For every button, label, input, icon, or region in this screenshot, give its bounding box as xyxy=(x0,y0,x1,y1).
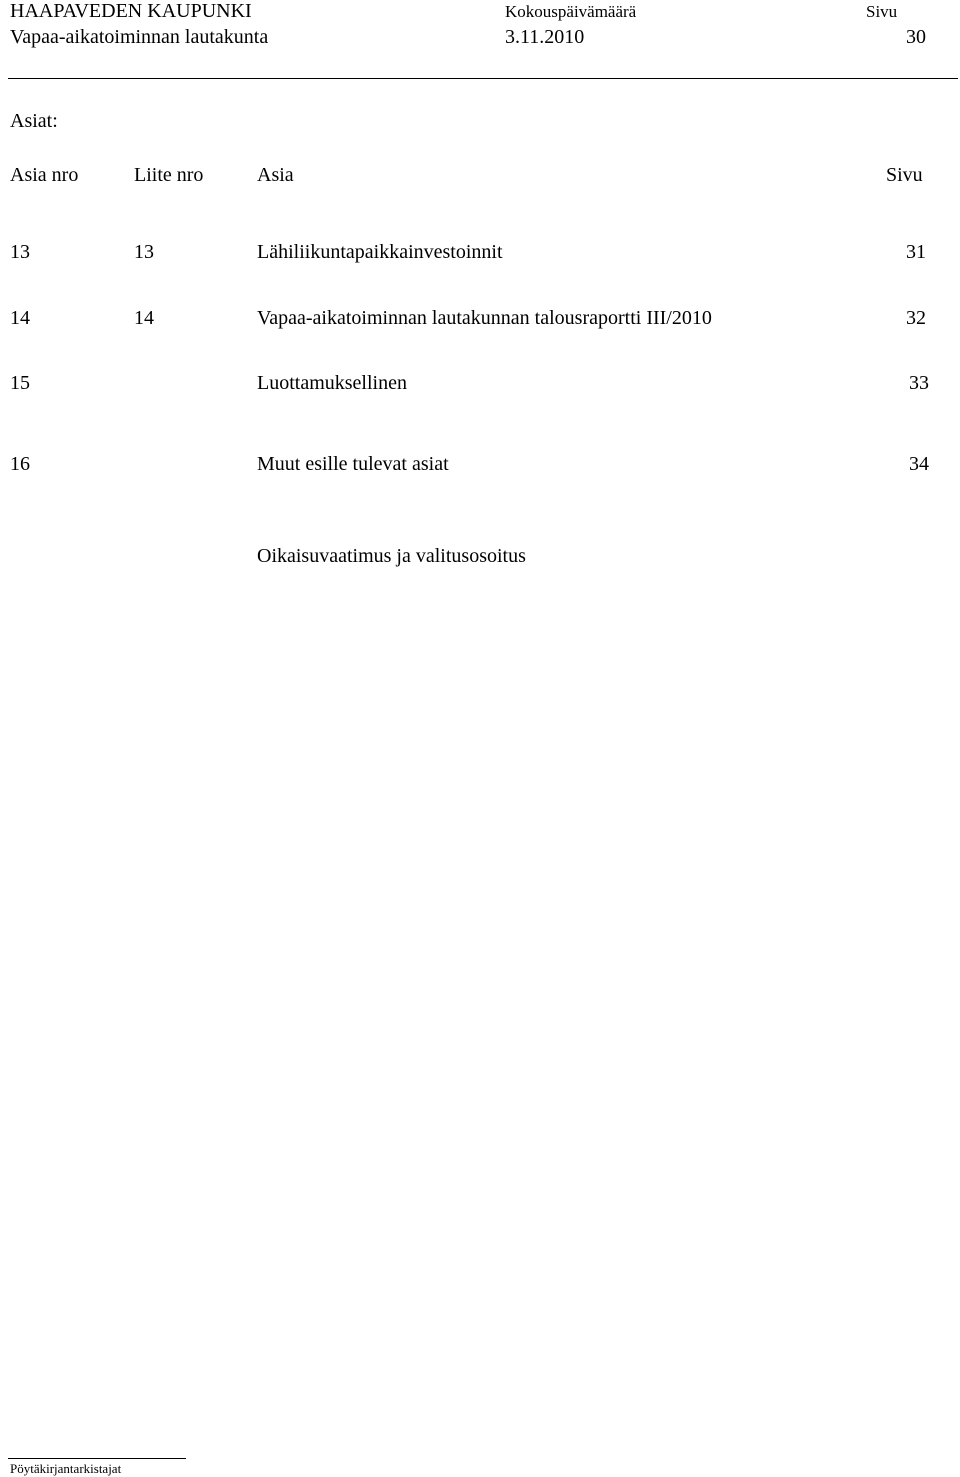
item-title: Muut esille tulevat asiat xyxy=(257,453,449,475)
page-number: 30 xyxy=(906,26,926,48)
item-page: 34 xyxy=(909,453,929,475)
appeal-instructions: Oikaisuvaatimus ja valitusosoitus xyxy=(257,545,526,567)
board-name: Vapaa-aikatoiminnan lautakunta xyxy=(10,26,269,48)
item-number: 16 xyxy=(10,453,30,475)
meeting-date-label: Kokouspäivämäärä xyxy=(505,2,637,21)
section-title: Asiat: xyxy=(10,110,58,132)
item-page: 31 xyxy=(906,241,926,263)
attachment-number: 13 xyxy=(134,241,154,263)
organization-name: HAAPAVEDEN KAUPUNKI xyxy=(10,0,252,22)
item-number: 13 xyxy=(10,241,30,263)
column-header-asia: Asia xyxy=(257,164,294,186)
footer-divider xyxy=(8,1458,186,1459)
item-number: 14 xyxy=(10,307,30,329)
meeting-date: 3.11.2010 xyxy=(505,26,585,48)
column-header-liite-nro: Liite nro xyxy=(134,164,204,186)
item-page: 33 xyxy=(909,372,929,394)
attachment-number: 14 xyxy=(134,307,154,329)
footer-label: Pöytäkirjantarkistajat xyxy=(10,1461,122,1476)
header-divider xyxy=(8,78,958,79)
column-header-sivu: Sivu xyxy=(886,164,923,186)
item-title: Lähiliikuntapaikkainvestoinnit xyxy=(257,241,503,263)
item-title: Luottamuksellinen xyxy=(257,372,407,394)
column-header-asia-nro: Asia nro xyxy=(10,164,79,186)
item-number: 15 xyxy=(10,372,30,394)
page-label: Sivu xyxy=(866,2,898,21)
item-title: Vapaa-aikatoiminnan lautakunnan talousraportti III/2010 xyxy=(257,307,712,329)
item-page: 32 xyxy=(906,307,926,329)
